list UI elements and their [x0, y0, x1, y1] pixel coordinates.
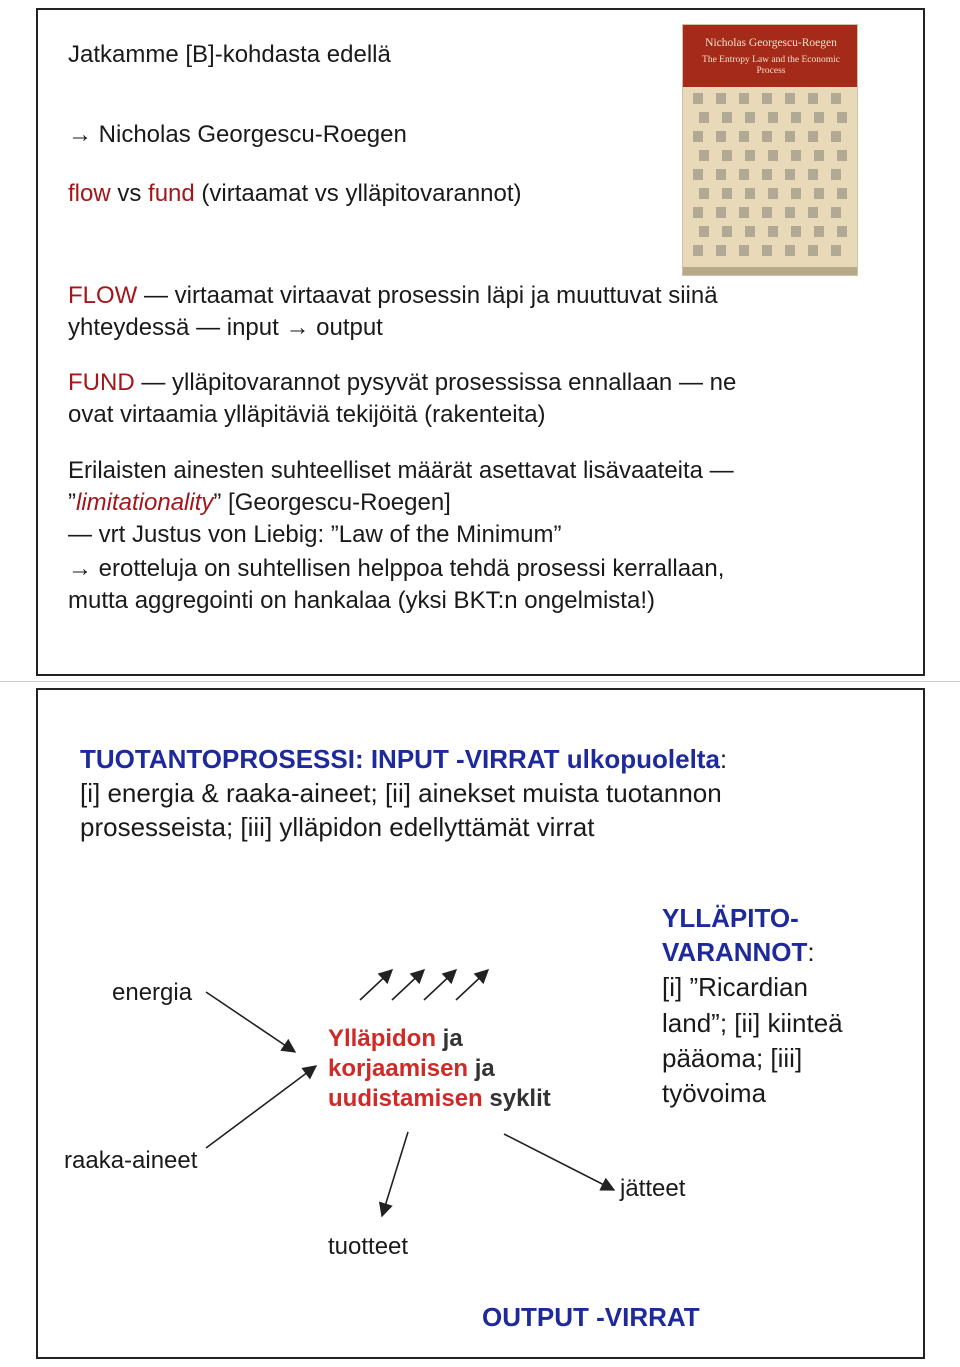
jatteet-label: jätteet: [620, 1175, 686, 1202]
arrow-up-4: [456, 970, 488, 1000]
arrow-right-icon: →: [68, 555, 92, 582]
raaka-aineet-label: raaka-aineet: [64, 1147, 198, 1174]
fund-description-1: — ylläpitovarannot pysyvät prosessissa ennallaan — ne: [134, 369, 737, 396]
cycles-word: syklit: [482, 1085, 551, 1112]
tuotteet-label: tuotteet: [328, 1233, 409, 1260]
limitationality-line-1: Erilaisten ainesten suhteelliset määrät asettavat lisävaateita —: [68, 457, 734, 484]
flow-label: FLOW: [68, 282, 138, 309]
heading-colon: :: [719, 744, 728, 774]
fund-title-part-2: VARANNOT: [662, 937, 808, 967]
energia-label: energia: [112, 979, 193, 1006]
fund-title-part-1: YLLÄPITO-: [662, 903, 799, 933]
production-process-title: TUOTANTOPROSESSI: INPUT -VIRRAT ulkopuolelta: [80, 744, 720, 774]
fund-label: FUND: [68, 369, 135, 396]
input-flows-line-2: prosesseista; [iii] ylläpidon edellyttämät virrat: [80, 812, 595, 842]
flow-word: flow: [68, 180, 111, 207]
book-title: The Entropy Law and the Economic Process: [702, 55, 840, 76]
limitationality-term: limitationality: [76, 489, 214, 516]
book-author: Nicholas Georgescu-Roegen: [705, 37, 837, 49]
author-name: Nicholas Georgescu-Roegen: [92, 121, 407, 148]
slide1-heading: Jatkamme [B]-kohdasta edellä: [68, 41, 391, 68]
arrow-right-icon: →: [68, 121, 92, 148]
flow-fund-description: (virtaamat vs ylläpitovarannot): [194, 180, 522, 207]
arrow-up-3: [424, 970, 456, 1000]
and-word: ja: [468, 1055, 495, 1082]
and-word: ja: [436, 1025, 463, 1052]
arrow-up-1: [360, 970, 392, 1000]
fund-title-colon: :: [807, 937, 815, 967]
maintenance-word: Ylläpidon: [328, 1025, 436, 1052]
vs-word: vs: [110, 180, 149, 207]
renewal-word: uudistamisen: [328, 1085, 483, 1112]
aggregation-line-2: mutta aggregointi on hankalaa (yksi BKT:n ongelmista!): [68, 587, 655, 614]
liebig-line: — vrt Justus von Liebig: ”Law of the Minimum”: [68, 521, 562, 548]
fund-item-2: land”; [ii] kiinteä: [662, 1008, 843, 1038]
fund-item-4: työvoima: [662, 1078, 767, 1108]
arrow-to-tuotteet: [382, 1132, 408, 1216]
flow-description-1: — virtaamat virtaavat prosessin läpi ja muuttuvat siinä: [137, 282, 718, 309]
arrow-to-jatteet: [504, 1134, 614, 1190]
input-flows-line-1: [i] energia & raaka-aineet; [ii] ainekset muista tuotannon: [80, 778, 722, 808]
quote-open: ”: [68, 489, 76, 516]
fund-line-2: ovat virtaamia ylläpitäviä tekijöitä (rakenteita): [68, 401, 546, 428]
arrow-right-icon: →: [285, 314, 310, 341]
fund-item-1: [i] ”Ricardian: [662, 972, 808, 1002]
aggregation-text-1: erotteluja on suhtellisen helppoa tehdä prosessi kerrallaan,: [92, 555, 725, 582]
georgescu-ref: ” [Georgescu-Roegen]: [213, 489, 451, 516]
fund-word: fund: [148, 180, 195, 207]
flow-description-2b: output: [309, 314, 383, 341]
fund-item-3: pääoma; [iii]: [662, 1043, 803, 1073]
output-flows-text: OUTPUT -VIRRAT: [482, 1302, 700, 1332]
arrow-energia-in: [206, 992, 295, 1052]
repair-word: korjaamisen: [328, 1055, 469, 1082]
arrow-raaka-in: [206, 1066, 316, 1148]
flow-description-2a: yhteydessä — input: [68, 314, 286, 341]
arrow-up-2: [392, 970, 424, 1000]
